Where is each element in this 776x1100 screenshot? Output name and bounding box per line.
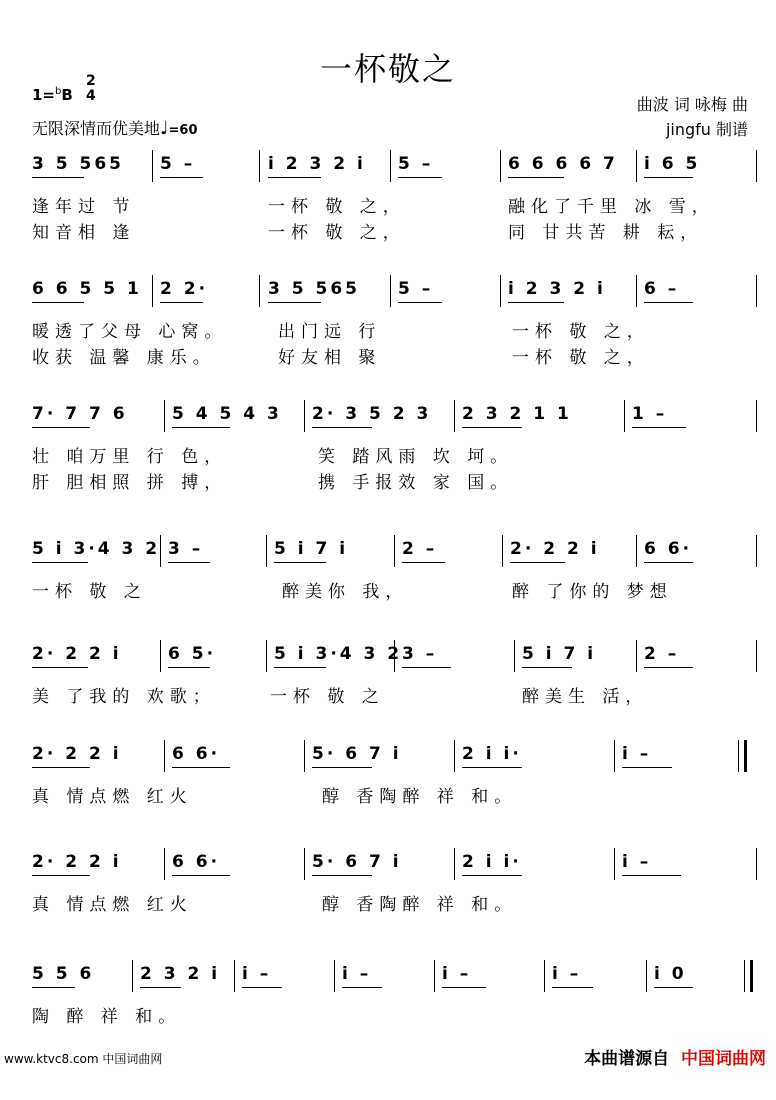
measure-notes: 6 6·: [644, 539, 693, 559]
bar-line: [152, 275, 153, 307]
bar-line: [394, 535, 395, 567]
key-signature: [32, 86, 73, 104]
bar-line: [304, 400, 305, 432]
measure-notes: 2 2·: [160, 279, 209, 299]
meter-top: 2: [86, 73, 96, 89]
page-title: 一杯敬之: [319, 50, 456, 88]
measure-notes: i –: [242, 964, 272, 984]
bar-line: [738, 740, 739, 772]
bar-line: [744, 960, 745, 992]
measure-line: [0, 848, 776, 888]
bar-line: [502, 535, 503, 567]
measure-notes: 2 3 2 1 1: [462, 404, 572, 424]
measure-notes: i –: [342, 964, 372, 984]
beam-line: [242, 987, 282, 988]
footer-source-site: 中国词曲网: [681, 1049, 766, 1069]
measure-line: [0, 960, 776, 1000]
bar-line: [164, 400, 165, 432]
beam-line: [168, 562, 210, 563]
beam-line: [312, 875, 372, 876]
score-row: [0, 275, 776, 415]
bar-line: [334, 960, 335, 992]
bar-line: [390, 275, 391, 307]
lyric-verse-2: 收获 温馨 康乐。: [32, 348, 216, 368]
bar-line: [614, 740, 615, 772]
measure-notes: 6 6·: [172, 744, 221, 764]
beam-line: [402, 562, 445, 563]
beam-line: [654, 987, 693, 988]
lyric-verse-1: 一杯 敬 之，: [512, 322, 650, 342]
measure-line: [0, 400, 776, 440]
bar-line: [234, 960, 235, 992]
bar-line: [152, 150, 153, 182]
footer-right: [584, 1044, 766, 1069]
bar-line: [514, 640, 515, 672]
measure-notes: 5· 6 7 i: [312, 852, 402, 872]
credit-composers: 曲波 词 咏梅 曲: [636, 95, 748, 114]
lyric-verse-1: 一杯 敬 之: [32, 582, 147, 602]
bar-line: [544, 960, 545, 992]
lyric-verse-2: 携 手报效 家 国。: [318, 473, 514, 493]
measure-notes: 2· 2 2 i: [32, 852, 122, 872]
lyric-verse-1: 真 情点燃 红火: [32, 787, 193, 807]
beam-line: [644, 302, 693, 303]
measure-line: [0, 535, 776, 575]
bar-line: [756, 535, 757, 567]
beam-line: [522, 667, 572, 668]
bar-line: [756, 275, 757, 307]
lyric-verse-1: 陶 醉 祥 和。: [32, 1007, 182, 1027]
beam-line: [32, 177, 84, 178]
bar-line: [636, 150, 637, 182]
tempo-marking: [32, 116, 198, 139]
measure-notes: 3 –: [402, 644, 438, 664]
bar-line: [132, 960, 133, 992]
lyric-verse-1: 醇 香陶醉 祥 和。: [322, 895, 518, 915]
bar-line: [454, 400, 455, 432]
tempo-value: =60: [168, 123, 198, 138]
measure-notes: 2 i i·: [462, 744, 522, 764]
lyric-verse-1: 醉 了你的 梦想: [512, 582, 673, 602]
lyric-verse-2: 知音相 逢: [32, 223, 136, 243]
score-row: [0, 400, 776, 540]
beam-line: [462, 875, 522, 876]
measure-notes: 1 –: [632, 404, 668, 424]
beam-line: [140, 987, 181, 988]
bar-line: [259, 150, 260, 182]
lyric-verse-1: 暖透了父母 心窝。: [32, 322, 228, 342]
beam-line: [172, 427, 230, 428]
flat-sign: b: [55, 86, 62, 97]
bar-line: [756, 150, 757, 182]
lyric-verse-1: 美 了我的 欢歌；: [32, 687, 216, 707]
lyric-verse-1: 融化了千里 冰 雪，: [508, 197, 715, 217]
beam-line: [552, 987, 593, 988]
beam-line: [172, 875, 230, 876]
beam-line: [274, 562, 326, 563]
measure-notes: 2 –: [644, 644, 680, 664]
measure-notes: 2 3 2 i: [140, 964, 221, 984]
footer-source-label: 本曲谱源自: [584, 1049, 670, 1069]
lyric-verse-1: 笑 踏风雨 坎 坷。: [318, 447, 514, 467]
measure-notes: 3 –: [168, 539, 204, 559]
lyric-verse-1: 壮 咱万里 行 色，: [32, 447, 228, 467]
measure-notes: 5 –: [398, 154, 434, 174]
lyric-verse-1: 醉美你 我，: [282, 582, 409, 602]
measure-notes: i 2 3 2 i: [508, 279, 606, 299]
beam-line: [160, 302, 203, 303]
bar-line: [434, 960, 435, 992]
lyric-verse-1: 一杯 敬 之: [270, 687, 385, 707]
measure-notes: 6 6 6 6 7: [508, 154, 618, 174]
bar-line: [164, 740, 165, 772]
lyric-verse-1: 醇 香陶醉 祥 和。: [322, 787, 518, 807]
measure-notes: 2· 3 5 2 3: [312, 404, 432, 424]
lyric-verse-1: 真 情点燃 红火: [32, 895, 193, 915]
measure-notes: 5 i 3·4 3 2: [32, 539, 161, 559]
lyric-verse-2: 好友相 聚: [278, 348, 382, 368]
lyric-verse-1: 出门远 行: [278, 322, 382, 342]
repeat-bar-line: [744, 740, 747, 772]
bar-line: [756, 640, 757, 672]
bar-line: [160, 640, 161, 672]
beam-line: [32, 302, 84, 303]
measure-notes: 2· 2 2 i: [32, 744, 122, 764]
measure-notes: 6 5·: [168, 644, 217, 664]
beam-line: [268, 302, 321, 303]
bar-line: [646, 960, 647, 992]
beam-line: [632, 427, 686, 428]
measure-notes: 2 i i·: [462, 852, 522, 872]
bar-line: [756, 400, 757, 432]
beam-line: [398, 177, 442, 178]
lyric-verse-2: 肝 胆相照 拼 搏，: [32, 473, 228, 493]
measure-notes: 5 5 6: [32, 964, 95, 984]
beam-line: [510, 562, 565, 563]
beam-line: [644, 667, 693, 668]
beam-line: [462, 767, 522, 768]
time-signature: [86, 74, 96, 104]
lyric-verse-1: 一杯 敬 之，: [268, 197, 406, 217]
meter-bottom: 4: [86, 88, 96, 104]
beam-line: [312, 767, 372, 768]
beam-line: [32, 875, 90, 876]
measure-notes: i 2 3 2 i: [268, 154, 366, 174]
bar-line: [160, 535, 161, 567]
measure-notes: 5 –: [160, 154, 196, 174]
tempo-text: 无限深情而优美地: [32, 119, 161, 138]
measure-line: [0, 640, 776, 680]
bar-line: [304, 848, 305, 880]
beam-line: [644, 562, 693, 563]
measure-notes: 5 4 5 4 3: [172, 404, 282, 424]
bar-line: [624, 400, 625, 432]
credits: [637, 92, 748, 142]
measure-notes: 6 –: [644, 279, 680, 299]
beam-line: [398, 302, 442, 303]
measure-line: [0, 275, 776, 315]
bar-line: [266, 640, 267, 672]
measure-notes: 5 –: [398, 279, 434, 299]
measure-notes: 3 5 565: [32, 154, 124, 174]
footer-left: www.ktvc8.com 中国词曲网: [4, 1052, 163, 1066]
beam-line: [508, 177, 564, 178]
beam-line: [644, 177, 693, 178]
measure-notes: 6 6 5 5 1: [32, 279, 142, 299]
measure-notes: 7· 7 7 6: [32, 404, 128, 424]
bar-line: [304, 740, 305, 772]
beam-line: [622, 875, 681, 876]
measure-notes: 2· 2 2 i: [510, 539, 600, 559]
credit-transcriber: jingfu 制谱: [665, 120, 748, 139]
beam-line: [402, 667, 451, 668]
lyric-verse-1: 逢年过 节: [32, 197, 136, 217]
beam-line: [168, 667, 210, 668]
measure-notes: i –: [622, 744, 652, 764]
measure-notes: i –: [622, 852, 652, 872]
bar-line: [454, 740, 455, 772]
bar-line: [266, 535, 267, 567]
bar-line: [500, 150, 501, 182]
final-bar-line: [750, 960, 753, 992]
beam-line: [268, 177, 321, 178]
beam-line: [32, 667, 88, 668]
bar-line: [164, 848, 165, 880]
measure-notes: 5 i 7 i: [274, 539, 349, 559]
measure-notes: i 6 5: [644, 154, 701, 174]
measure-notes: 2 –: [402, 539, 438, 559]
beam-line: [312, 427, 372, 428]
measure-notes: i –: [442, 964, 472, 984]
bar-line: [636, 535, 637, 567]
bar-line: [636, 640, 637, 672]
beam-line: [32, 427, 90, 428]
beam-line: [32, 767, 90, 768]
beam-line: [160, 177, 203, 178]
lyric-verse-1: 醉美生 活，: [522, 687, 649, 707]
bar-line: [259, 275, 260, 307]
measure-notes: i –: [552, 964, 582, 984]
bar-line: [390, 150, 391, 182]
beam-line: [342, 987, 382, 988]
bar-line: [614, 848, 615, 880]
measure-notes: i 0: [654, 964, 687, 984]
score-row: [0, 150, 776, 290]
bar-line: [500, 275, 501, 307]
measure-line: [0, 740, 776, 780]
bar-line: [636, 275, 637, 307]
measure-notes: 5 i 3·4 3 2: [274, 644, 403, 664]
beam-line: [508, 302, 564, 303]
bar-line: [454, 848, 455, 880]
measure-notes: 3 5 565: [268, 279, 360, 299]
score-row: [0, 960, 776, 1100]
measure-notes: 5 i 7 i: [522, 644, 597, 664]
lyric-verse-2: 一杯 敬 之，: [512, 348, 650, 368]
key-label: 1=: [32, 86, 56, 104]
beam-line: [462, 427, 522, 428]
beam-line: [274, 667, 326, 668]
bar-line: [394, 640, 395, 672]
measure-notes: 6 6·: [172, 852, 221, 872]
beam-line: [442, 987, 486, 988]
beam-line: [172, 767, 230, 768]
measure-notes: 2· 2 2 i: [32, 644, 122, 664]
key-note: B: [61, 86, 73, 104]
measure-notes: 5· 6 7 i: [312, 744, 402, 764]
lyric-verse-2: 一杯 敬 之，: [268, 223, 406, 243]
beam-line: [32, 562, 88, 563]
quarter-note-icon: ♩: [160, 118, 169, 139]
beam-line: [32, 987, 75, 988]
beam-line: [622, 767, 672, 768]
measure-line: [0, 150, 776, 190]
bar-line: [756, 848, 757, 880]
lyric-verse-2: 同 甘共苦 耕 耘，: [508, 223, 704, 243]
